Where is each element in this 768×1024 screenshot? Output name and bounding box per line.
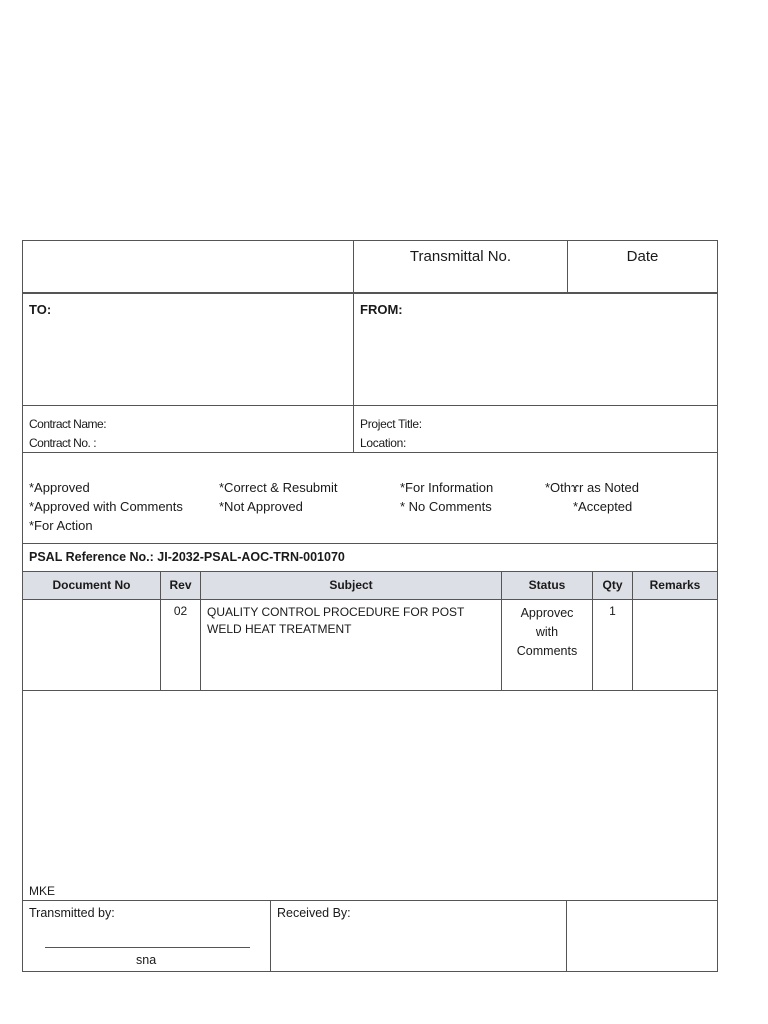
option-correct-resubmit: *Correct & Resubmit xyxy=(219,480,338,495)
option-accepted: *Accepted xyxy=(573,499,633,514)
transmittal-form xyxy=(22,240,718,972)
reference-label: PSAL Reference No.: xyxy=(29,550,154,564)
option-approved: *Approved xyxy=(29,480,90,495)
transmittal-no-label: Transmittal No. xyxy=(354,241,568,292)
transmitted-by-cell xyxy=(23,901,271,971)
option-approved-with-comments: *Approved with Comments xyxy=(29,499,183,514)
option-not-approved: *Not Approved xyxy=(219,499,303,514)
cell-document-no xyxy=(23,600,161,690)
transmitted-by-label: Transmitted by: xyxy=(29,906,115,920)
cell-remarks xyxy=(633,600,717,690)
status-line-2: with xyxy=(535,625,559,639)
cell-status xyxy=(502,600,593,690)
col-rev: Rev xyxy=(161,572,201,599)
project-title-label: Project Title: xyxy=(360,417,422,431)
contract-no-label: Contract No. : xyxy=(29,436,97,450)
date-label: Date xyxy=(626,248,659,265)
cell-qty: 1 xyxy=(593,600,633,690)
from-label: FROM: xyxy=(360,302,403,317)
note-text: MKE xyxy=(29,884,56,898)
col-remarks: Remarks xyxy=(649,578,701,592)
project-info xyxy=(354,406,717,452)
footer-blank-cell xyxy=(567,901,717,971)
notes-area xyxy=(23,691,717,901)
col-subject: Subject xyxy=(201,572,502,599)
to-label: TO: xyxy=(23,294,354,405)
status-line-1: Approvec xyxy=(520,606,574,620)
cell-subject: QUALITY CONTROL PROCEDURE FOR POST WELD HEAT TREATMENT xyxy=(201,600,502,690)
footer-row xyxy=(23,901,717,971)
transmitted-by-signature: sna xyxy=(136,953,157,967)
reference-row xyxy=(23,544,717,572)
received-by-label: Received By: xyxy=(277,906,351,920)
header-row xyxy=(23,241,717,294)
col-document-no: Document No xyxy=(23,572,161,599)
option-for-information: *For Information xyxy=(400,480,494,495)
option-for-action: *For Action xyxy=(29,518,93,533)
signature-line xyxy=(45,947,250,948)
status-options xyxy=(23,453,717,544)
col-status: Status xyxy=(502,572,593,599)
col-qty: Qty xyxy=(593,572,633,599)
to-from-row xyxy=(23,294,717,406)
table-row xyxy=(23,600,717,691)
reference-value: JI-2032-PSAL-AOC-TRN-001070 xyxy=(157,550,345,564)
contract-info xyxy=(23,406,354,452)
location-label: Location: xyxy=(360,436,407,450)
contract-name-label: Contract Name: xyxy=(29,417,107,431)
table-header xyxy=(23,572,717,600)
received-by-cell xyxy=(271,901,567,971)
header-blank-cell xyxy=(23,241,354,292)
option-no-comments: * No Comments xyxy=(400,499,492,514)
cell-rev: 02 xyxy=(161,600,201,690)
contract-row xyxy=(23,406,717,453)
option-other-as-noted: *Othɤr as Noted xyxy=(545,480,640,495)
status-line-3: Comments xyxy=(516,644,578,658)
